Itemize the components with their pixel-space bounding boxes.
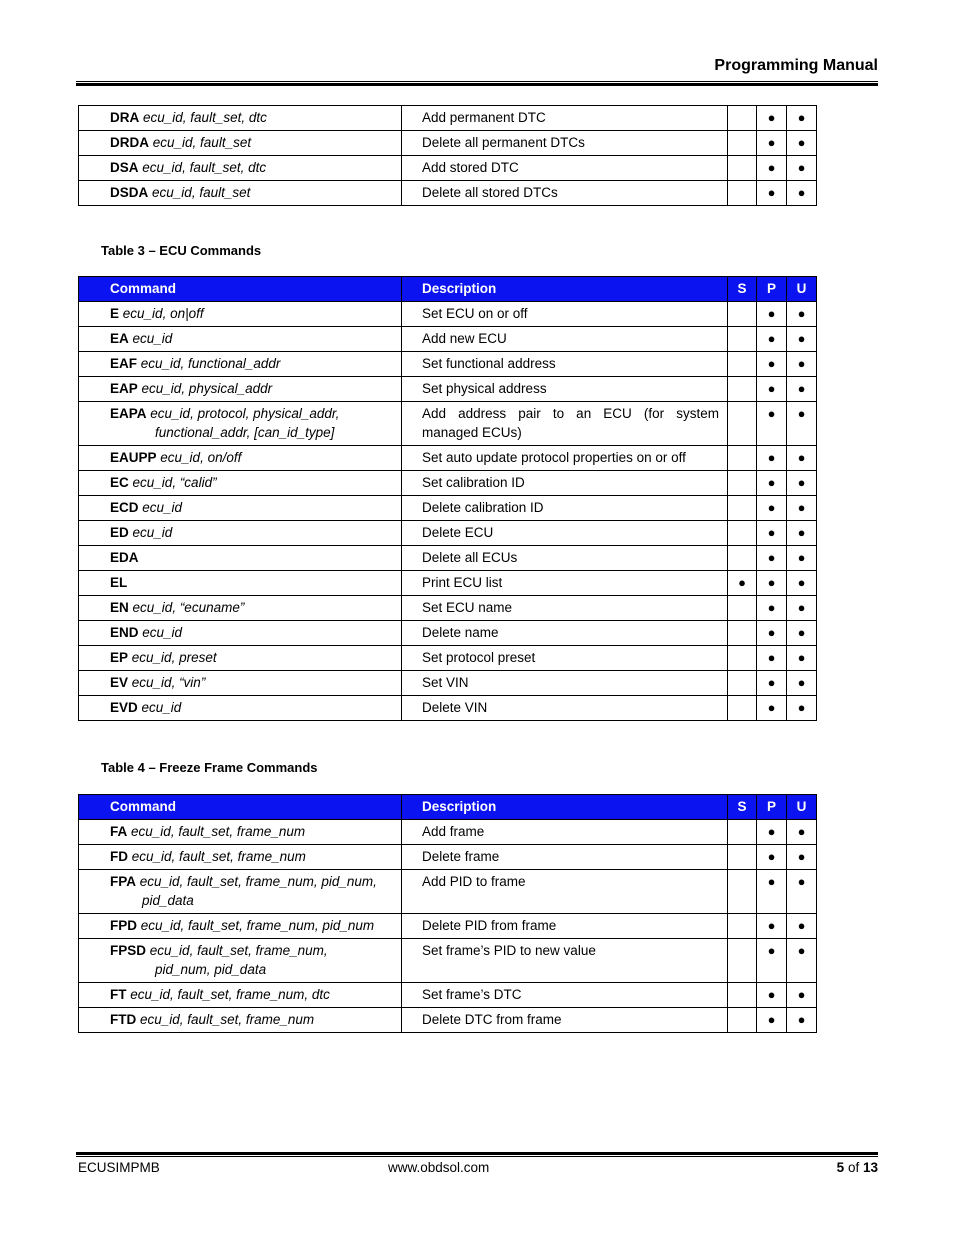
page-total: 13	[862, 1160, 878, 1175]
support-s-cell	[728, 845, 757, 870]
table-row	[79, 671, 817, 696]
table-header-row	[79, 795, 817, 820]
command-keyword: EL	[110, 575, 128, 590]
support-s-cell	[728, 327, 757, 352]
support-u-cell: ●	[787, 983, 817, 1008]
command-args: ecu_id	[141, 700, 182, 715]
footer-doc-id: ECUSIMPMB	[78, 1160, 160, 1175]
support-p-cell: ●	[757, 521, 787, 546]
description-cell: Delete all permanent DTCs	[402, 131, 728, 156]
support-u-cell: ●	[787, 106, 817, 131]
table-row	[79, 571, 817, 596]
command-args: ecu_id, physical_addr	[141, 381, 273, 396]
description-cell: Set frame’s PID to new value	[402, 939, 728, 983]
support-u-cell: ●	[787, 131, 817, 156]
header-p: P	[757, 277, 787, 302]
command-cell	[79, 106, 402, 131]
table-row	[79, 845, 817, 870]
support-p-cell: ●	[757, 671, 787, 696]
table-row	[79, 327, 817, 352]
description-cell: Delete name	[402, 621, 728, 646]
command-cell	[79, 352, 402, 377]
support-u-cell: ●	[787, 327, 817, 352]
table-row	[79, 181, 817, 206]
support-u-cell: ●	[787, 377, 817, 402]
support-s-cell	[728, 870, 757, 914]
table-row	[79, 1008, 817, 1033]
table-4-caption: Table 4 – Freeze Frame Commands	[101, 760, 318, 775]
command-args: ecu_id, preset	[131, 650, 217, 665]
command-keyword: EAPA	[110, 406, 147, 421]
header-command: Command	[79, 277, 402, 302]
command-keyword: FPSD	[110, 943, 147, 958]
table-row	[79, 939, 817, 983]
header-description: Description	[402, 795, 728, 820]
command-args: ecu_id, on|off	[122, 306, 204, 321]
command-cell	[79, 646, 402, 671]
support-s-cell	[728, 181, 757, 206]
support-u-cell: ●	[787, 402, 817, 446]
description-cell: Delete PID from frame	[402, 914, 728, 939]
table-3-caption: Table 3 – ECU Commands	[101, 243, 262, 258]
table-row	[79, 496, 817, 521]
support-s-cell	[728, 377, 757, 402]
support-u-cell: ●	[787, 546, 817, 571]
command-keyword: FA	[110, 824, 128, 839]
support-u-cell: ●	[787, 621, 817, 646]
command-cell	[79, 820, 402, 845]
command-args: ecu_id	[142, 500, 183, 515]
commands-table-continued	[78, 105, 817, 206]
command-args: ecu_id, “calid”	[132, 475, 217, 490]
table-row	[79, 621, 817, 646]
command-cell	[79, 302, 402, 327]
command-args: ecu_id, fault_set	[152, 185, 251, 200]
description-cell: Add stored DTC	[402, 156, 728, 181]
support-u-cell: ●	[787, 596, 817, 621]
table-row	[79, 302, 817, 327]
description-cell: Set protocol preset	[402, 646, 728, 671]
description-cell: Set auto update protocol properties on or off	[402, 446, 728, 471]
command-args: ecu_id	[132, 525, 173, 540]
table-row	[79, 352, 817, 377]
support-p-cell: ●	[757, 377, 787, 402]
command-cell	[79, 696, 402, 721]
page-of: of	[847, 1160, 860, 1175]
description-cell: Delete all ECUs	[402, 546, 728, 571]
support-u-cell: ●	[787, 914, 817, 939]
support-s-cell	[728, 546, 757, 571]
support-u-cell: ●	[787, 1008, 817, 1033]
support-s-cell	[728, 402, 757, 446]
support-p-cell: ●	[757, 446, 787, 471]
command-args: ecu_id, fault_set, frame_num	[131, 824, 306, 839]
table-row	[79, 870, 817, 914]
command-cell	[79, 939, 402, 983]
command-cell	[79, 181, 402, 206]
description-cell: Add new ECU	[402, 327, 728, 352]
command-keyword: FD	[110, 849, 128, 864]
command-keyword: EAF	[110, 356, 137, 371]
freeze-frame-commands-table	[78, 794, 817, 1033]
support-s-cell	[728, 302, 757, 327]
command-cell	[79, 521, 402, 546]
support-p-cell: ●	[757, 621, 787, 646]
command-cell	[79, 546, 402, 571]
command-args: ecu_id, fault_set, dtc	[142, 160, 267, 175]
header-p: P	[757, 795, 787, 820]
command-args: ecu_id, fault_set, frame_num	[140, 1012, 315, 1027]
support-p-cell: ●	[757, 402, 787, 446]
support-u-cell: ●	[787, 181, 817, 206]
support-p-cell: ●	[757, 571, 787, 596]
support-s-cell	[728, 596, 757, 621]
table-row	[79, 402, 817, 446]
description-cell: Print ECU list	[402, 571, 728, 596]
table-row	[79, 377, 817, 402]
command-cell	[79, 156, 402, 181]
support-u-cell: ●	[787, 870, 817, 914]
page-header-title: Programming Manual	[714, 57, 878, 74]
command-args: ecu_id, protocol, physical_addr,	[150, 406, 340, 421]
command-args: ecu_id, fault_set, frame_num, pid_num	[140, 918, 375, 933]
description-cell: Set VIN	[402, 671, 728, 696]
command-cell	[79, 571, 402, 596]
header-command: Command	[79, 795, 402, 820]
command-cell	[79, 446, 402, 471]
command-cell	[79, 131, 402, 156]
support-s-cell	[728, 496, 757, 521]
description-cell: Set ECU on or off	[402, 302, 728, 327]
support-s-cell	[728, 820, 757, 845]
support-s-cell	[728, 671, 757, 696]
table-row	[79, 983, 817, 1008]
command-keyword: ECD	[110, 500, 139, 515]
header-s: S	[728, 277, 757, 302]
description-cell: Delete ECU	[402, 521, 728, 546]
command-keyword: END	[110, 625, 139, 640]
command-args: ecu_id	[132, 331, 173, 346]
command-keyword: EA	[110, 331, 129, 346]
command-keyword: DSA	[110, 160, 139, 175]
description-cell: Delete all stored DTCs	[402, 181, 728, 206]
support-u-cell: ●	[787, 352, 817, 377]
description-cell: Delete frame	[402, 845, 728, 870]
support-s-cell	[728, 621, 757, 646]
table-row	[79, 521, 817, 546]
command-args: ecu_id	[142, 625, 183, 640]
support-p-cell: ●	[757, 181, 787, 206]
support-s-cell	[728, 914, 757, 939]
command-keyword: EVD	[110, 700, 138, 715]
support-p-cell: ●	[757, 646, 787, 671]
support-u-cell: ●	[787, 820, 817, 845]
command-args-continued: functional_addr, [can_id_type]	[155, 425, 335, 440]
command-keyword: EAP	[110, 381, 138, 396]
description-cell: Set calibration ID	[402, 471, 728, 496]
support-u-cell: ●	[787, 521, 817, 546]
command-cell	[79, 983, 402, 1008]
header-u: U	[787, 277, 817, 302]
command-args: ecu_id, fault_set, frame_num	[131, 849, 306, 864]
support-p-cell: ●	[757, 496, 787, 521]
support-s-cell	[728, 352, 757, 377]
description-cell: Set ECU name	[402, 596, 728, 621]
support-s-cell	[728, 131, 757, 156]
support-p-cell: ●	[757, 352, 787, 377]
command-cell	[79, 870, 402, 914]
command-keyword: E	[110, 306, 120, 321]
command-cell	[79, 377, 402, 402]
command-cell	[79, 471, 402, 496]
table-header-row	[79, 277, 817, 302]
description-cell: Add frame	[402, 820, 728, 845]
support-u-cell: ●	[787, 571, 817, 596]
support-s-cell	[728, 1008, 757, 1033]
support-p-cell: ●	[757, 696, 787, 721]
support-u-cell: ●	[787, 496, 817, 521]
support-p-cell: ●	[757, 327, 787, 352]
header-description: Description	[402, 277, 728, 302]
support-u-cell: ●	[787, 156, 817, 181]
support-p-cell: ●	[757, 546, 787, 571]
description-cell: Delete DTC from frame	[402, 1008, 728, 1033]
command-keyword: ED	[110, 525, 129, 540]
table-row	[79, 596, 817, 621]
support-s-cell	[728, 521, 757, 546]
command-args: ecu_id, functional_addr	[140, 356, 281, 371]
command-cell	[79, 327, 402, 352]
command-args: ecu_id, fault_set	[152, 135, 252, 150]
command-keyword: FPD	[110, 918, 137, 933]
page-current: 5	[836, 1160, 845, 1175]
table-row	[79, 471, 817, 496]
table-row	[79, 156, 817, 181]
command-args: ecu_id, fault_set, frame_num,	[149, 943, 328, 958]
support-p-cell: ●	[757, 845, 787, 870]
command-args-continued: pid_num, pid_data	[155, 962, 267, 977]
support-p-cell: ●	[757, 131, 787, 156]
command-args: ecu_id, fault_set, frame_num, pid_num,	[139, 874, 377, 889]
support-s-cell: ●	[728, 571, 757, 596]
command-keyword: EAUPP	[110, 450, 157, 465]
support-p-cell: ●	[757, 471, 787, 496]
command-keyword: EC	[110, 475, 129, 490]
support-u-cell: ●	[787, 646, 817, 671]
header-u: U	[787, 795, 817, 820]
command-cell	[79, 496, 402, 521]
command-keyword: DSDA	[110, 185, 149, 200]
header-rule-thick	[76, 83, 878, 86]
table-row	[79, 106, 817, 131]
description-cell: Set frame’s DTC	[402, 983, 728, 1008]
description-cell: Set physical address	[402, 377, 728, 402]
support-u-cell: ●	[787, 302, 817, 327]
ecu-commands-table	[78, 276, 817, 721]
command-keyword: FTD	[110, 1012, 137, 1027]
table-row	[79, 446, 817, 471]
support-p-cell: ●	[757, 820, 787, 845]
footer-rule-thin	[76, 1156, 878, 1157]
footer-website: www.obdsol.com	[388, 1160, 490, 1175]
command-args: ecu_id, fault_set, dtc	[143, 110, 267, 125]
description-cell: Add PID to frame	[402, 870, 728, 914]
description-cell: Delete VIN	[402, 696, 728, 721]
support-p-cell: ●	[757, 983, 787, 1008]
command-cell	[79, 845, 402, 870]
command-keyword: FPA	[110, 874, 136, 889]
command-cell	[79, 402, 402, 446]
support-p-cell: ●	[757, 870, 787, 914]
command-cell	[79, 1008, 402, 1033]
support-p-cell: ●	[757, 156, 787, 181]
support-s-cell	[728, 939, 757, 983]
description-cell: Add permanent DTC	[402, 106, 728, 131]
table-row	[79, 546, 817, 571]
support-s-cell	[728, 446, 757, 471]
support-s-cell	[728, 646, 757, 671]
table-row	[79, 820, 817, 845]
table-row	[79, 646, 817, 671]
command-args-continued: pid_data	[142, 893, 194, 908]
command-keyword: DRA	[110, 110, 140, 125]
support-p-cell: ●	[757, 1008, 787, 1033]
support-u-cell: ●	[787, 671, 817, 696]
footer-rule-thick	[76, 1152, 878, 1155]
support-s-cell	[728, 106, 757, 131]
command-cell	[79, 671, 402, 696]
support-s-cell	[728, 156, 757, 181]
support-p-cell: ●	[757, 596, 787, 621]
command-cell	[79, 596, 402, 621]
description-cell: Delete calibration ID	[402, 496, 728, 521]
command-args: ecu_id, “vin”	[131, 675, 206, 690]
command-keyword: DRDA	[110, 135, 149, 150]
support-u-cell: ●	[787, 939, 817, 983]
description-cell: Add address pair to an ECU (for system managed ECUs)	[402, 402, 728, 446]
command-cell	[79, 621, 402, 646]
command-args: ecu_id, on/off	[160, 450, 242, 465]
command-args: ecu_id, “ecuname”	[132, 600, 245, 615]
support-p-cell: ●	[757, 939, 787, 983]
command-keyword: EV	[110, 675, 129, 690]
support-p-cell: ●	[757, 302, 787, 327]
support-p-cell: ●	[757, 914, 787, 939]
support-u-cell: ●	[787, 446, 817, 471]
description-cell: Set functional address	[402, 352, 728, 377]
support-u-cell: ●	[787, 845, 817, 870]
table-row	[79, 131, 817, 156]
footer-page-number	[837, 1160, 878, 1175]
support-s-cell	[728, 983, 757, 1008]
command-keyword: EN	[110, 600, 129, 615]
command-keyword: EDA	[110, 550, 139, 565]
table-row	[79, 696, 817, 721]
support-u-cell: ●	[787, 696, 817, 721]
support-p-cell: ●	[757, 106, 787, 131]
table-row	[79, 914, 817, 939]
header-rule-thin	[76, 81, 878, 82]
command-keyword: FT	[110, 987, 127, 1002]
command-cell	[79, 914, 402, 939]
support-u-cell: ●	[787, 471, 817, 496]
support-s-cell	[728, 471, 757, 496]
command-keyword: EP	[110, 650, 129, 665]
header-s: S	[728, 795, 757, 820]
command-args: ecu_id, fault_set, frame_num, dtc	[130, 987, 330, 1002]
support-s-cell	[728, 696, 757, 721]
